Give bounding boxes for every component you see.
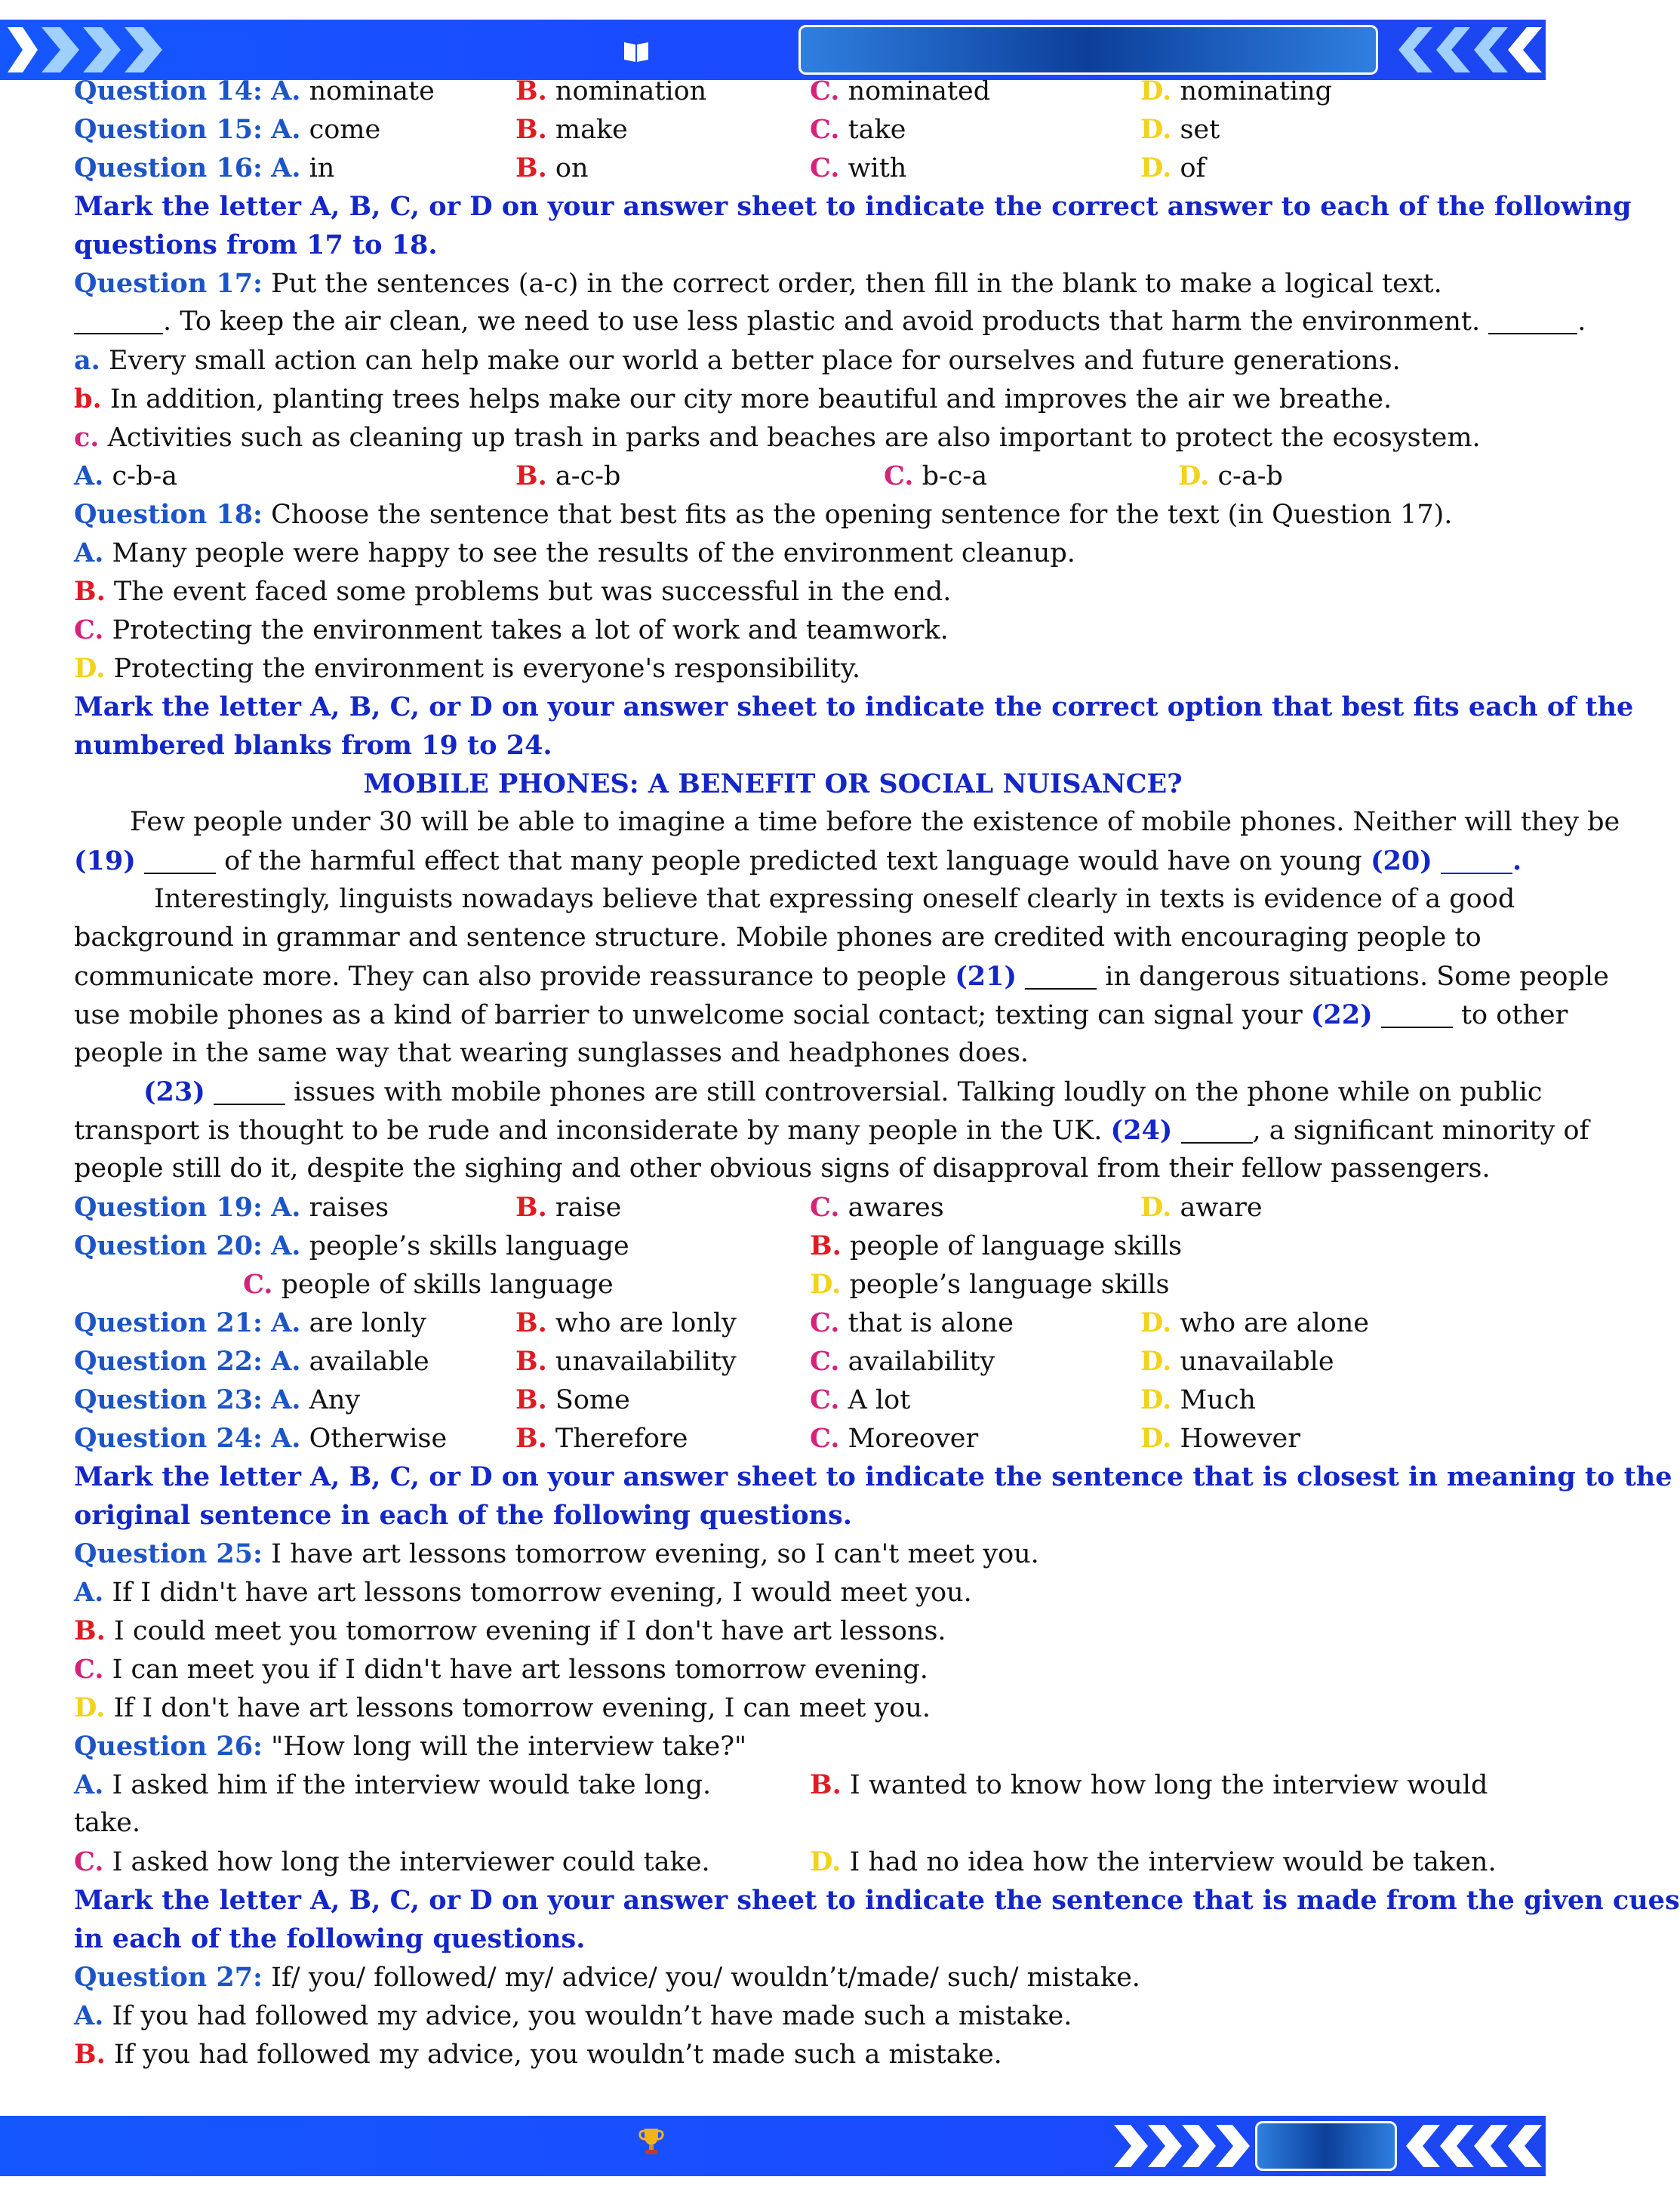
passage-line: use mobile phones as a kind of barrier to unwelcome social contact; texting can signal your (22) to other (74, 999, 1568, 1030)
option-c: C. I can meet you if I didn't have art lessons tomorrow evening. (74, 1654, 928, 1685)
trophy-icon (638, 2127, 664, 2156)
passage-line: transport is thought to be rude and inconsiderate by many people in the UK. (24) , a significant minority of (74, 1115, 1589, 1146)
passage-line: Few people under 30 will be able to imagine a time before the existence of mobile phones. Neither will they be (130, 807, 1620, 837)
question-17: Question 17: Put the sentences (a-c) in the correct order, then fill in the blank to make a logical text. (74, 268, 1442, 299)
sentence-item: c. Activities such as cleaning up trash in parks and beaches are also important to protect the ecosystem. (74, 422, 1481, 453)
passage-line: Interestingly, linguists nowadays believe that expressing oneself clearly in texts is evidence of a good (154, 884, 1515, 914)
question-row: Question 22: A. available B. unavailability C. availability D. unavailable (74, 1346, 1334, 1377)
question-row: Question 19: A. raises B. raise C. awares D. aware (74, 1192, 1263, 1223)
question-row: Question 21: A. are lonly B. who are lonly C. that is alone D. who are alone (74, 1307, 1369, 1338)
option-a: A. If you had followed my advice, you wouldn’t have made such a mistake. (74, 2000, 1072, 2031)
option-d: D. Protecting the environment is everyone's responsibility. (74, 653, 861, 684)
instruction-text: Mark the letter A, B, C, or D on your answer sheet to indicate the sentence that is made from the given cues (74, 1885, 1680, 1916)
option-c: C. Protecting the environment takes a lot of work and teamwork. (74, 614, 949, 645)
question-27: Question 27: If/ you/ followed/ my/ advice/ you/ wouldn’t/made/ such/ mistake. (74, 1962, 1140, 1993)
option-b-continued: take. (74, 1808, 140, 1838)
option-b: B. The event faced some problems but was successful in the end. (74, 576, 952, 607)
question-row: C. I asked how long the interviewer could take. D. I had no idea how the interview would be taken. (74, 1846, 1497, 1877)
question-row: A. I asked him if the interview would take long. B. I wanted to know how long the interview would (74, 1769, 1488, 1800)
passage-line: people still do it, despite the sighing and other obvious signs of disapproval from their fellow passengers. (74, 1153, 1491, 1184)
chevrons-right-icon (0, 20, 196, 80)
option-a: A. If I didn't have art lessons tomorrow evening, I would meet you. (74, 1577, 972, 1608)
instruction-text: original sentence in each of the following questions. (74, 1500, 852, 1531)
book-icon (623, 39, 650, 63)
question-26: Question 26: "How long will the interview take?" (74, 1731, 747, 1762)
chevrons-left-icon (1387, 20, 1546, 80)
question-row: Question 16: A. in B. on C. with D. of (74, 152, 1206, 183)
sentence-item: a. Every small action can help make our world a better place for ourselves and future generations. (74, 345, 1401, 376)
passage-line: (23) issues with mobile phones are still controversial. Talking loudly on the phone while on public (143, 1076, 1543, 1107)
instruction-text: Mark the letter A, B, C, or D on your answer sheet to indicate the sentence that is closest in meaning to the (74, 1461, 1672, 1492)
question-row: Question 20: A. people’s skills language B. people of language skills (74, 1230, 1183, 1261)
header-title-box (798, 25, 1378, 75)
instruction-text: questions from 17 to 18. (74, 229, 438, 260)
question-row: Question 14: A. nominate B. nomination C. nominated D. nominating (74, 75, 1333, 106)
question-row: A. c-b-a B. a-c-b C. b-c-a D. c-a-b (74, 460, 1283, 491)
chevrons-left-icon (1402, 2116, 1546, 2176)
question-row: Question 15: A. come B. make C. take D. set (74, 114, 1220, 145)
question-17-blank-line: . To keep the air clean, we need to use less plastic and avoid products that harm the environment. . (74, 303, 1472, 341)
question-row: Question 23: A. Any B. Some C. A lot D. Much (74, 1384, 1256, 1415)
passage-line: communicate more. They can also provide reassurance to people (21) in dangerous situations. Some people (74, 961, 1609, 992)
option-d: D. If I don't have art lessons tomorrow evening, I can meet you. (74, 1692, 931, 1723)
option-a: A. Many people were happy to see the results of the environment cleanup. (74, 537, 1075, 568)
document-body (74, 72, 1680, 2074)
sentence-item: b. In addition, planting trees helps make our city more beautiful and improves the air we breathe. (74, 383, 1392, 414)
passage-line: background in grammar and sentence structure. Mobile phones are credited with encouraging people to (74, 922, 1482, 953)
passage-line: people in the same way that wearing sunglasses and headphones does. (74, 1038, 1029, 1068)
chevrons-right-icon (1106, 2116, 1250, 2176)
option-b: B. If you had followed my advice, you wouldn’t made such a mistake. (74, 2039, 1002, 2070)
instruction-text: numbered blanks from 19 to 24. (74, 730, 552, 761)
question-row: C. people of skills language D. people’s language skills (243, 1269, 1170, 1300)
footer-page-box (1255, 2121, 1397, 2171)
question-18: Question 18: Choose the sentence that best fits as the opening sentence for the text (in Question 17). (74, 499, 1453, 530)
instruction-text: Mark the letter A, B, C, or D on your answer sheet to indicate the correct answer to each of the following (74, 191, 1632, 222)
option-b: B. I could meet you tomorrow evening if I don't have art lessons. (74, 1615, 946, 1646)
instruction-text: Mark the letter A, B, C, or D on your answer sheet to indicate the correct option that best fits each of the (74, 691, 1634, 722)
instruction-text: in each of the following questions. (74, 1923, 586, 1954)
question-row: Question 24: A. Otherwise B. Therefore C. Moreover D. However (74, 1423, 1300, 1454)
passage-title: MOBILE PHONES: A BENEFIT OR SOCIAL NUISANCE? (363, 768, 1183, 799)
question-25: Question 25: I have art lessons tomorrow evening, so I can't meet you. (74, 1538, 1039, 1569)
passage-line: (19) of the harmful effect that many people predicted text language would have on young (20) . (74, 845, 1522, 876)
